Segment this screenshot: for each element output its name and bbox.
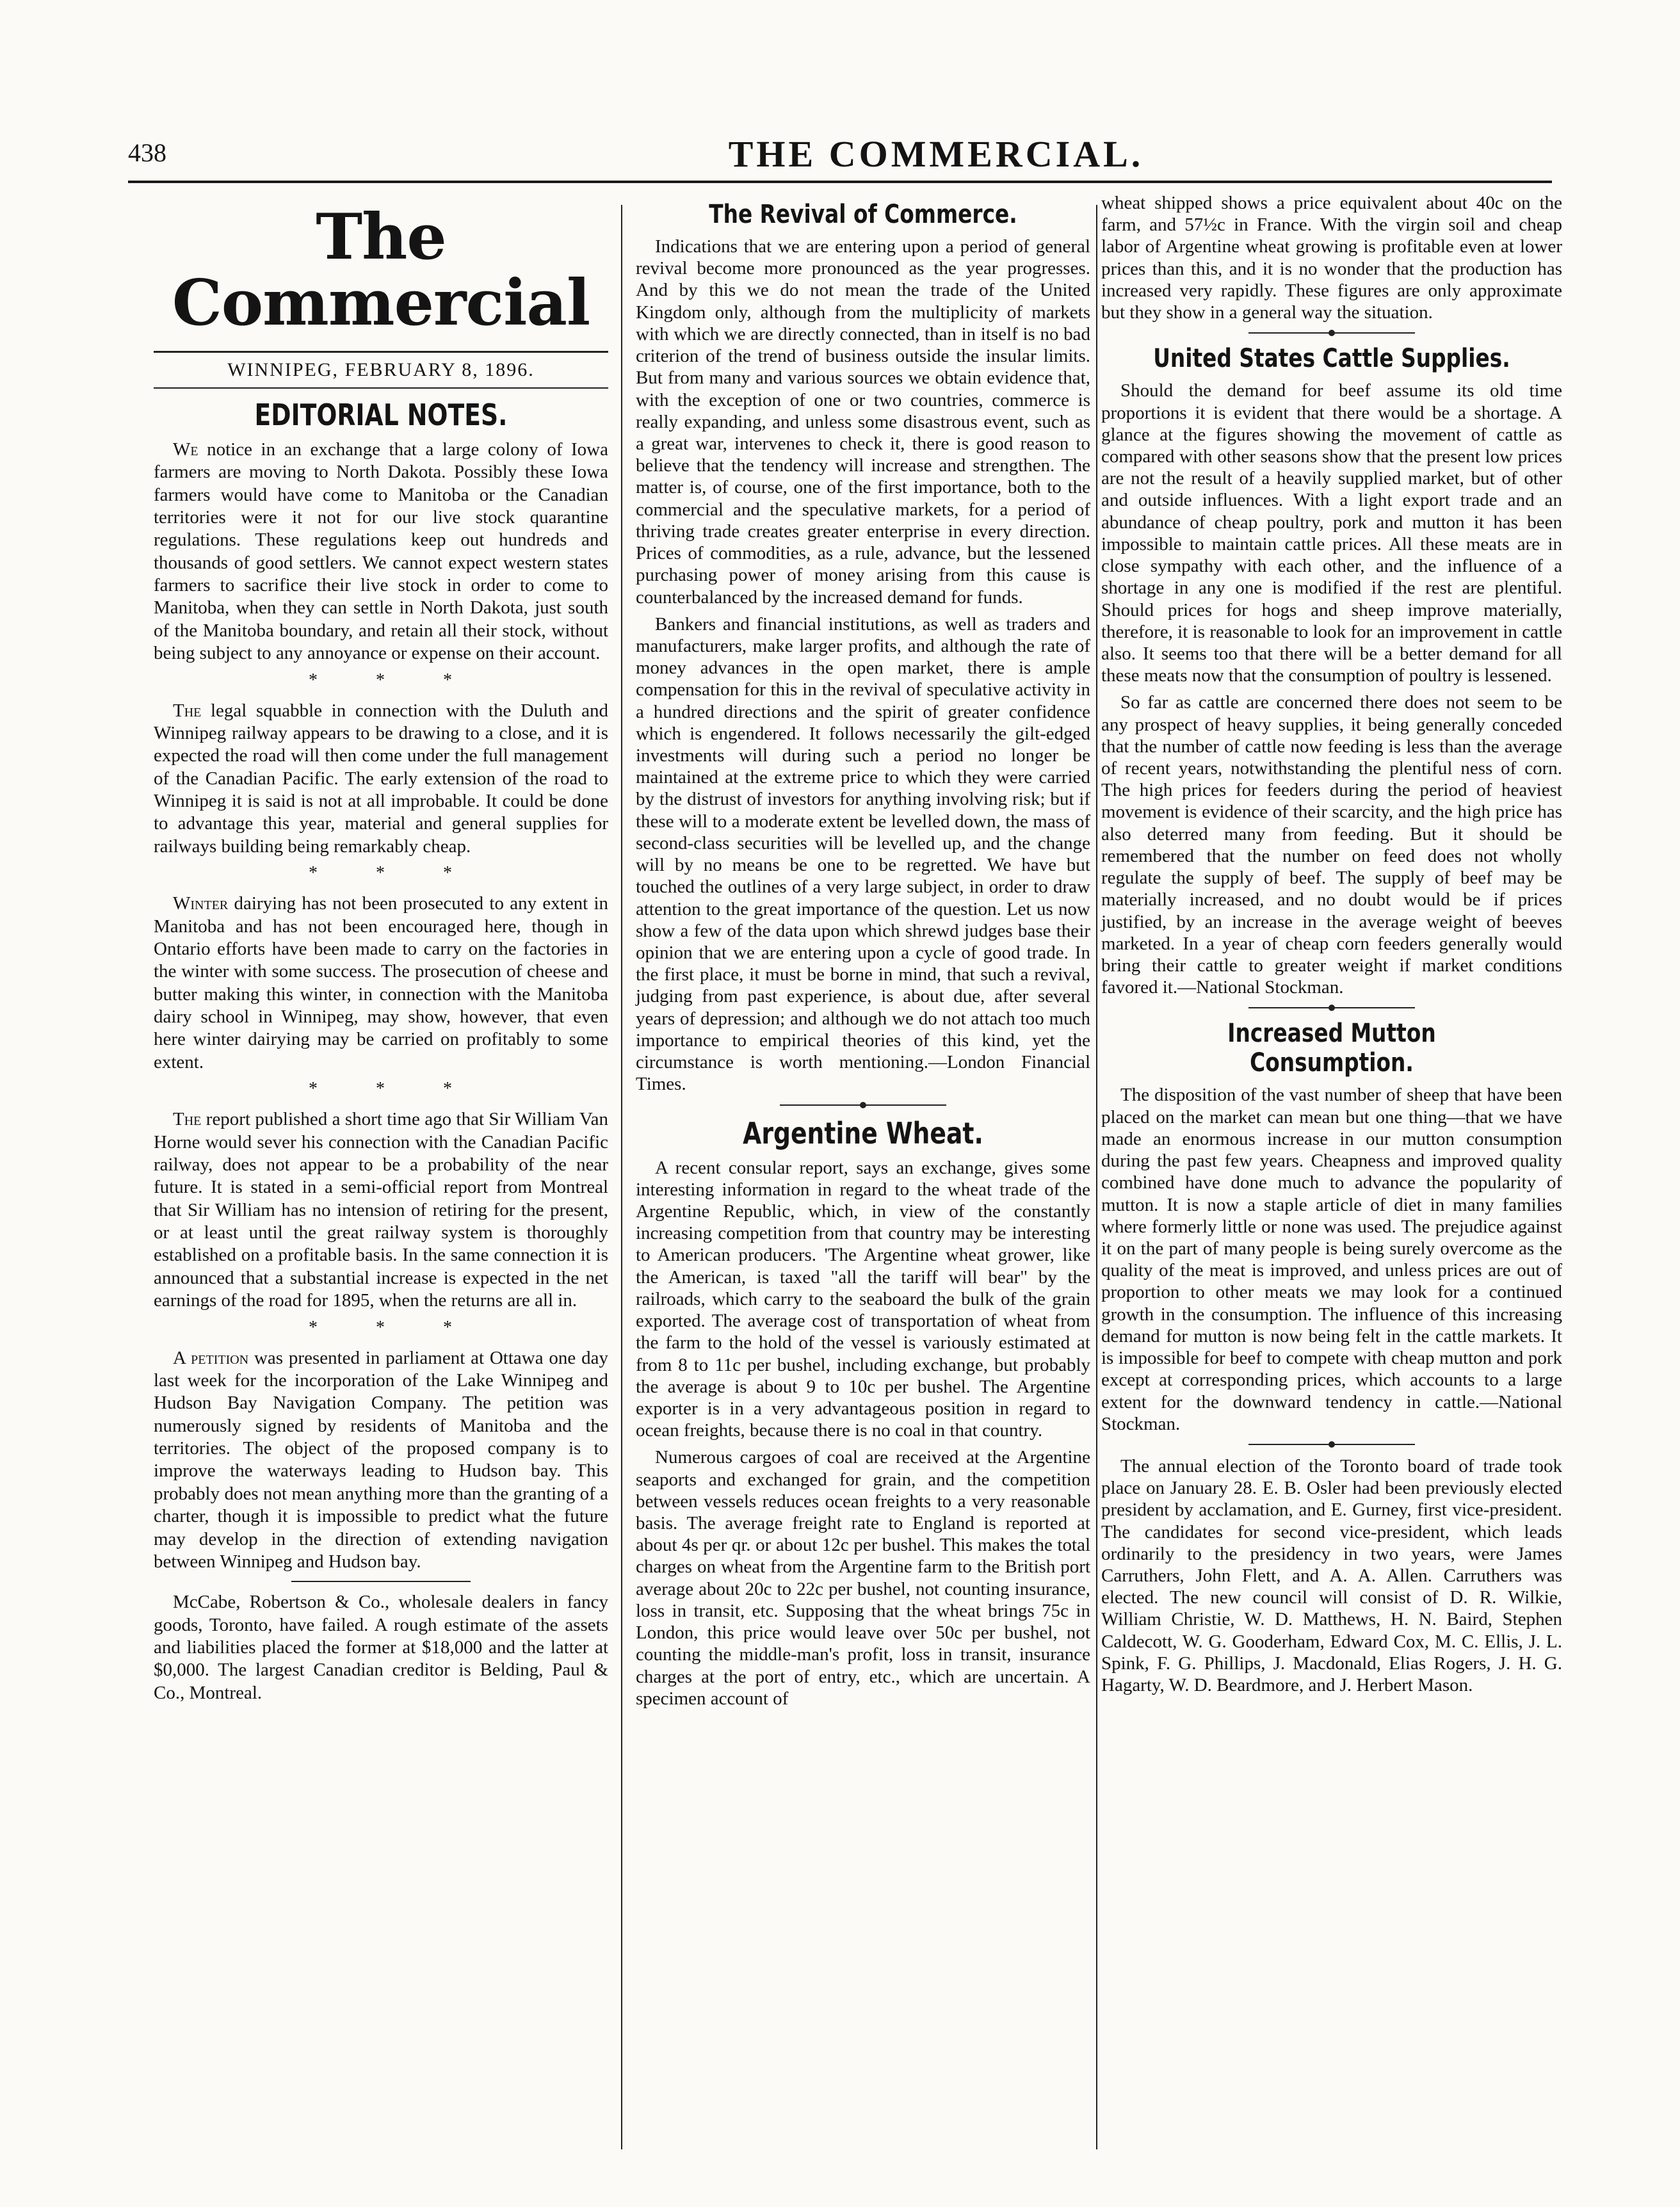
editorial-note <box>154 439 608 665</box>
masthead: The Commercial <box>172 200 590 340</box>
page-number: 438 <box>128 138 166 167</box>
article-paragraph: Should the demand for beef assume its old time proportions it is evident that there would be a shortage. A glance at the figures showing the movement of cattle as compared with other seasons show that the present low prices are not the result of a heavily supplied market, but of other and outside influences. With a light export trade and an abundance of cheap poultry, pork and mutton it has been impossible to maintain cattle prices. All these meats are in close sympathy with each other, and the influence of a shortage in any one is modified if the rest are plentiful. Should prices for hogs and sheep improve materially, therefore, it is reasonable to look for an improvement in cattle also. It seems too that there will be a better demand for all these meats now that the consumption of poultry is lessened. <box>1101 380 1562 686</box>
note-lead: The <box>173 1109 202 1130</box>
editorial-note <box>154 1347 608 1574</box>
article-paragraph: A recent consular report, says an exchange, gives some interesting information in regard to the wheat trade of the Argentine Republic, which, in view of the constantly increasing competition from that country may be interesting to American producers. 'The Argentine wheat grower, like the American, is taxed "all the tariff will bear" by the railroads, which carry to the seaboard the bulk of the grain exported. The average cost of transportation of wheat from the farm to the hold of the vessel is variously estimated at from 8 to 11c per bushel, including exchange, but probably the average is about 9 to 10c per bushel. The Argentine exporter is in a very advantageous position in regard to ocean freights, because there is no coal in that country. <box>636 1157 1090 1441</box>
section-divider <box>780 1104 946 1107</box>
editorial-note <box>154 700 608 859</box>
column-rule <box>621 205 622 2149</box>
column-3 <box>1101 192 1562 1701</box>
cattle-heading: United States Cattle Supplies. <box>1153 344 1510 374</box>
section-stars: * * * <box>309 1079 479 1099</box>
editorial-notes-heading: EDITORIAL NOTES. <box>254 397 508 432</box>
column-2 <box>636 192 1090 1715</box>
article-paragraph: Numerous cargoes of coal are received at the Argentine seaports and exchanged for grain, and the competition between vessels reduces ocean freights to a very reasonable basis. The average freight rate to England is reported at about 4s per qr. or about 12c per bushel. This makes the total charges on wheat from the Argentine farm to the British port average about 20c to 22c per bushel, not counting insurance, loss in transit, etc. Supposing that the wheat brings 75c in London, this price would leave over 50c per bushel, not counting the middle-man's profit, loss in transit, insurance charges at the port of entry, etc., which are uncertain. A specimen account of <box>636 1447 1090 1709</box>
mutton-heading: Increased Mutton Consumption. <box>1227 1019 1436 1078</box>
revival-heading: The Revival of Commerce. <box>709 200 1017 229</box>
article-paragraph: So far as cattle are concerned there does not seem to be any prospect of heavy supplies, it being generally conceded that the number of cattle now feeding is less than the average of recent years, notwithstanding the plentiful ness of corn. The high prices for feeders during the period of heaviest movement is evidence of their scarcity, and the high price has also deterred many from feeding. But it should be remembered that the number on feed does not wholly regulate the supply of beef. The supply of beef may be materially increased, and no doubt would be if prices justified, by an increase in the average weight of beeves marketed. In a year of cheap corn feeders generally would bring their cattle to greater weight if market conditions favored it.—National Stockman. <box>1101 692 1562 998</box>
column-rule <box>1096 205 1097 2149</box>
running-title: THE COMMERCIAL. <box>728 133 1144 175</box>
running-head <box>128 133 1552 182</box>
article-paragraph: Indications that we are entering upon a period of general revival become more pronounced as the year progresses. And by this we do not mean the trade of the United Kingdom only, although from the multiplicity of markets with which we are directly connected, than in itself is no bad criterion of the trend of business outside the insular limits. But from many and various sources we obtain evidence that, with the exception of one or two countries, commerce is really expanding, and unless some disastrous event, such as a great war, intervenes to check it, there is good reason to believe that the tendency will increase and strengthen. The matter is, of course, one of the first importance, both to the commercial and the speculative markets, for a period of thriving trade creates greater enterprise in every direction. Prices of commodities, as a rule, advance, but the lessened purchasing power of money arising from this cause is counterbalanced by the increased demand for funds. <box>636 236 1090 608</box>
column-1 <box>154 192 608 1710</box>
note-text: notice in an exchange that a large colony of Iowa farmers are moving to North Dakota. Possibly these Iowa farmers would have come to Manitoba or the Canadian territories were it not for our live stock quarantine regulations. These regulations keep out hundreds and thousands of good settlers. We cannot expect western states farmers to sacrifice their live stock in order to come to Manitoba, when they can settle in North Dakota, just south of the Manitoba boundary, and retain all their stock, without being subject to any annoyance or expense on their account. <box>154 439 608 664</box>
short-rule <box>291 1581 471 1582</box>
article-paragraph: The disposition of the vast number of sheep that have been placed on the market can mean but one thing—that we have made an enormous increase in our mutton consumption during the past few years. Cheapness and improved quality combined have done much to advance the popularity of mutton. It is now a staple article of diet in many families where formerly little or none was used. The prejudice against it on the part of many people is being surely overcome as the quality of the meat is improved, and unless prices are out of proportion to other meats we may look for a continued growth in the consumption. The influence of this increasing demand for mutton is now being felt in the cattle markets. It is impossible for beef to compete with cheap mutton and pork except at corresponding prices, which accounts to a large extent for the downward tendency in cattle.—National Stockman. <box>1101 1085 1562 1434</box>
note-text: was presented in parliament at Ottawa one day last week for the incorporation of the Lake Winnipeg and Hudson Bay Navigation Company. The petition was numerously signed by residents of Manitoba and the territories. The object of the proposed company is to improve the waterways leading to Hudson bay. This probably does not mean anything more than the granting of a charter, though it is impossible to predict what the future may develop in the direction of extending navigation between Winnipeg and Hudson bay. <box>154 1347 608 1572</box>
section-stars: * * * <box>309 670 479 690</box>
note-text: report published a short time ago that Sir William Van Horne would sever his connection with the Canadian Pacific railway, does not appear to be a probability of the near future. It is stated in a semi-official report from Montreal that Sir William has no intension of retiring for the present, or at least until the great railway system is thoroughly established on a profitable basis. In the same connection it is announced that a substantial increase is expected in the net earnings of the road for 1895, when the returns are all in. <box>154 1109 608 1311</box>
note-lead: A petition <box>173 1347 249 1368</box>
argentine-heading: Argentine Wheat. <box>743 1115 983 1151</box>
editorial-note <box>154 893 608 1074</box>
section-stars: * * * <box>309 863 479 884</box>
section-divider <box>1248 1007 1415 1010</box>
note-lead: The <box>173 700 202 721</box>
failure-notice: McCabe, Robertson & Co., wholesale dealers in fancy goods, Toronto, have failed. A rough estimate of the assets and liabilities placed the former at $18,000 and the latter at $0,000. The largest Canadian creditor is Belding, Paul & Co., Montreal. <box>154 1592 608 1703</box>
article-paragraph: wheat shipped shows a price equivalent about 40c on the farm, and 57½c in France. With the virgin soil and cheap labor of Argentine wheat growing is profitable even at lower prices than this, and it is no wonder that the production has increased very rapidly. These figures are only approximate but they show in a general way the situation. <box>1101 193 1562 323</box>
article-paragraph: The annual election of the Toronto board of trade took place on January 28. E. B. Osler had been previously elected president by acclamation, and E. Gurney, first vice-president. The candidates for second vice-president, which leads ordinarily to the presidency in two years, were James Carruthers, John Flett, and A. A. Allen. Carruthers was elected. The new council will consist of D. R. Wilkie, William Christie, W. D. Matthews, H. N. Baird, Stephen Caldecott, W. G. Gooderham, Edward Cox, M. C. Ellis, J. L. Spink, F. G. Phillips, J. Macdonald, Elias Rogers, J. H. G. Hagarty, W. D. Beardmore, and J. Herbert Mason. <box>1101 1455 1562 1696</box>
note-lead: Winter <box>173 893 229 914</box>
note-text: legal squabble in connection with the Duluth and Winnipeg railway appears to be drawing to a close, and it is expected the road will then come under the full management of the Canadian Pacific. The early extension of the road to Winnipeg it is said is not at all improbable. It could be done to advantage this year, material and general supplies for railways building being remarkably cheap. <box>154 700 608 857</box>
editorial-note <box>154 1108 608 1312</box>
section-divider <box>1248 1444 1415 1446</box>
article-paragraph: Bankers and financial institutions, as well as traders and manufacturers, make larger profits, and although the rate of money advances in the open market, there is ample compensation for this in the revival of speculative activity in a hundred directions and the spirit of greater confidence which is engendered. It follows necessarily the gilt-edged investments will during such a period no longer be maintained at the extreme price to which they were carried by the distrust of investors for anything involving risk; but if these will to a moderate extent be levelled down, the mass of second-class securities will be levelled up, and the change will by no means be one to be regretted. We have but touched the outlines of a very large subject, in order to draw attention to the great importance of the question. Let us now show a few of the data upon which shrewd judges base their opinion that we are entering upon a cycle of good trade. In the first place, it must be borne in mind, that such a revival, judging from past experience, is about due, after several years of depression; and although we do not attach too much importance to empirical theories of this kind, yet the circumstance is worth mentioning.—London Financial Times. <box>636 613 1090 1095</box>
section-divider <box>1248 332 1415 335</box>
section-stars: * * * <box>309 1317 479 1338</box>
dateline: WINNIPEG, FEBRUARY 8, 1896. <box>154 351 608 389</box>
header-rule <box>128 181 1552 183</box>
note-lead: We <box>173 439 198 460</box>
note-text: dairying has not been prosecuted to any extent in Manitoba and has not been encouraged here, though in Ontario efforts have been made to carry on the factories in the winter with some success. The prosecution of cheese and butter making this winter, in connection with the Manitoba dairy school in Winnipeg, may show, however, that even here winter dairying may be carried on profitably to some extent. <box>154 893 608 1072</box>
